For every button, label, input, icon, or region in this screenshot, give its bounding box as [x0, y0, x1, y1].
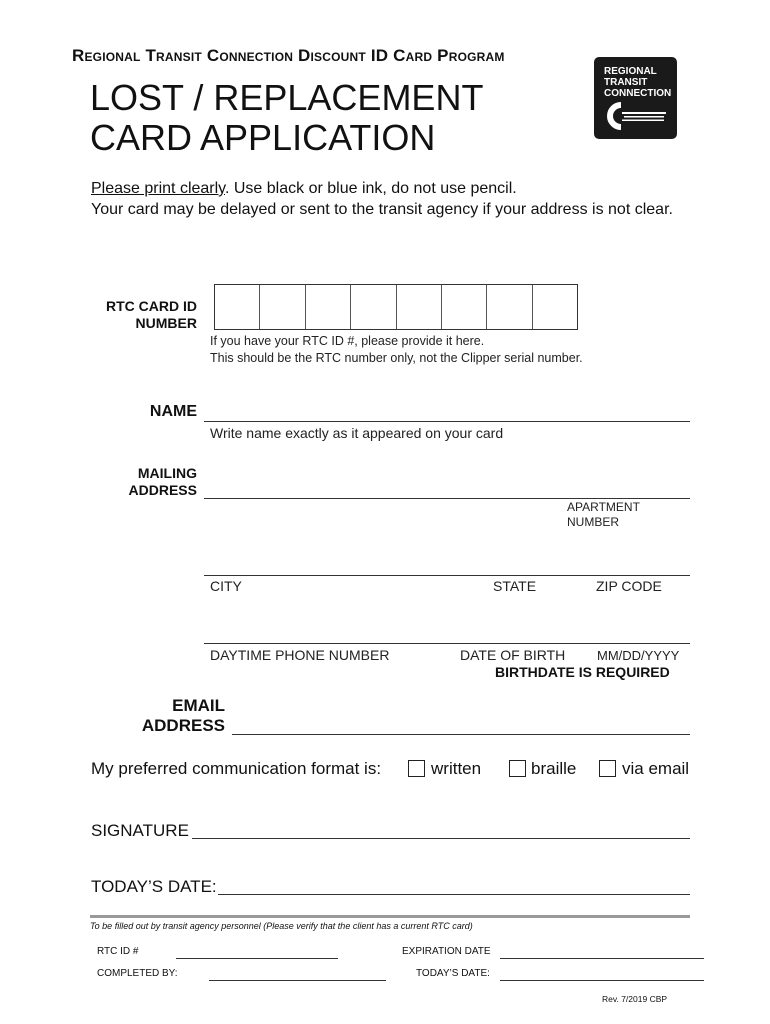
- office-expiration-field[interactable]: [500, 958, 704, 959]
- rtc-card-id-boxes[interactable]: [214, 284, 578, 330]
- birthdate-required: BIRTHDATE IS REQUIRED: [495, 664, 670, 680]
- delay-text: Your card may be delayed or sent to the transit agency if your address is not clear.: [91, 201, 673, 218]
- mailing-label-line-1: MAILING: [137, 465, 197, 481]
- city-state-zip-field[interactable]: [204, 575, 690, 576]
- title-line-2: CARD APPLICATION: [90, 117, 436, 158]
- name-field[interactable]: [204, 421, 690, 422]
- print-clearly-text: Please print clearly: [91, 180, 225, 197]
- id-digit-box[interactable]: [397, 285, 442, 329]
- program-title: Regional Transit Connection Discount ID Card Program: [72, 46, 505, 65]
- name-hint: Write name exactly as it appeared on your card: [210, 425, 504, 441]
- rtc-id-hint-2: This should be the RTC number only, not the Clipper serial number.: [210, 351, 583, 365]
- logo-c-mark-icon: [602, 101, 668, 131]
- braille-label: braille: [531, 759, 577, 778]
- office-divider: [90, 915, 690, 918]
- written-checkbox[interactable]: [408, 760, 425, 777]
- office-todays-date-field[interactable]: [500, 980, 704, 981]
- office-completed-by-label: COMPLETED BY:: [97, 968, 178, 979]
- dob-format: MM/DD/YYYY: [597, 648, 680, 663]
- apartment-label-line-1: APARTMENT: [567, 500, 640, 514]
- office-rtc-id-field[interactable]: [176, 958, 338, 959]
- rtc-id-hint-1: If you have your RTC ID #, please provide it here.: [210, 334, 485, 348]
- email-address-label: [120, 696, 225, 736]
- email-field[interactable]: [232, 734, 690, 735]
- email-label-line-1: EMAIL: [172, 696, 225, 715]
- rtc-logo: [594, 57, 677, 139]
- logo-text-line-3: CONNECTION: [604, 88, 672, 99]
- logo-text-line-2: TRANSIT: [604, 77, 648, 88]
- id-digit-box[interactable]: [215, 285, 260, 329]
- id-digit-box[interactable]: [533, 285, 577, 329]
- office-use-note: To be filled out by transit agency personnel (Please verify that the client has a current RTC card): [90, 921, 473, 931]
- via-email-label: via email: [622, 759, 690, 778]
- email-checkbox[interactable]: [599, 760, 616, 777]
- rtc-card-id-label: [96, 298, 197, 332]
- ink-text: . Use black or blue ink, do not use pencil.: [224, 180, 517, 197]
- signature-label: SIGNATURE: [91, 821, 189, 840]
- revision-label: Rev. 7/2019 CBP: [602, 994, 668, 1004]
- phone-label: DAYTIME PHONE NUMBER: [210, 647, 390, 663]
- id-digit-box[interactable]: [442, 285, 487, 329]
- apartment-label-line-2: NUMBER: [567, 515, 620, 529]
- communication-prompt: My preferred communication format is:: [91, 759, 382, 778]
- rtc-card-id-label-line-2: NUMBER: [135, 315, 197, 331]
- dob-label: DATE OF BIRTH: [460, 647, 566, 663]
- office-rtc-id-label: RTC ID #: [97, 946, 139, 957]
- id-digit-box[interactable]: [260, 285, 305, 329]
- office-expiration-label: EXPIRATION DATE: [402, 946, 491, 957]
- state-label: STATE: [493, 578, 537, 594]
- logo-text: [604, 66, 671, 99]
- name-label: NAME: [149, 403, 197, 420]
- mailing-address-label: [96, 465, 197, 499]
- id-digit-box[interactable]: [351, 285, 396, 329]
- office-completed-by-field[interactable]: [209, 980, 386, 981]
- title-line-1: LOST / REPLACEMENT: [90, 77, 484, 118]
- city-label: CITY: [210, 578, 242, 594]
- id-digit-box[interactable]: [306, 285, 351, 329]
- signature-field[interactable]: [192, 838, 690, 839]
- logo-text-line-1: REGIONAL: [604, 66, 657, 77]
- instructions: [91, 178, 701, 220]
- email-label-line-2: ADDRESS: [141, 716, 225, 735]
- mailing-address-field[interactable]: [204, 498, 690, 499]
- id-digit-box[interactable]: [487, 285, 532, 329]
- zip-code-label: ZIP CODE: [596, 578, 662, 594]
- todays-date-field[interactable]: [218, 894, 690, 895]
- phone-dob-field[interactable]: [204, 643, 690, 644]
- page-title: [90, 78, 483, 158]
- office-todays-date-label: TODAY’S DATE:: [416, 968, 490, 979]
- todays-date-label: TODAY’S DATE:: [91, 877, 217, 896]
- rtc-card-id-label-line-1: RTC CARD ID: [106, 298, 197, 314]
- mailing-label-line-2: ADDRESS: [128, 482, 197, 498]
- braille-checkbox[interactable]: [509, 760, 526, 777]
- written-label: written: [431, 759, 482, 778]
- apartment-number-label: [567, 500, 640, 530]
